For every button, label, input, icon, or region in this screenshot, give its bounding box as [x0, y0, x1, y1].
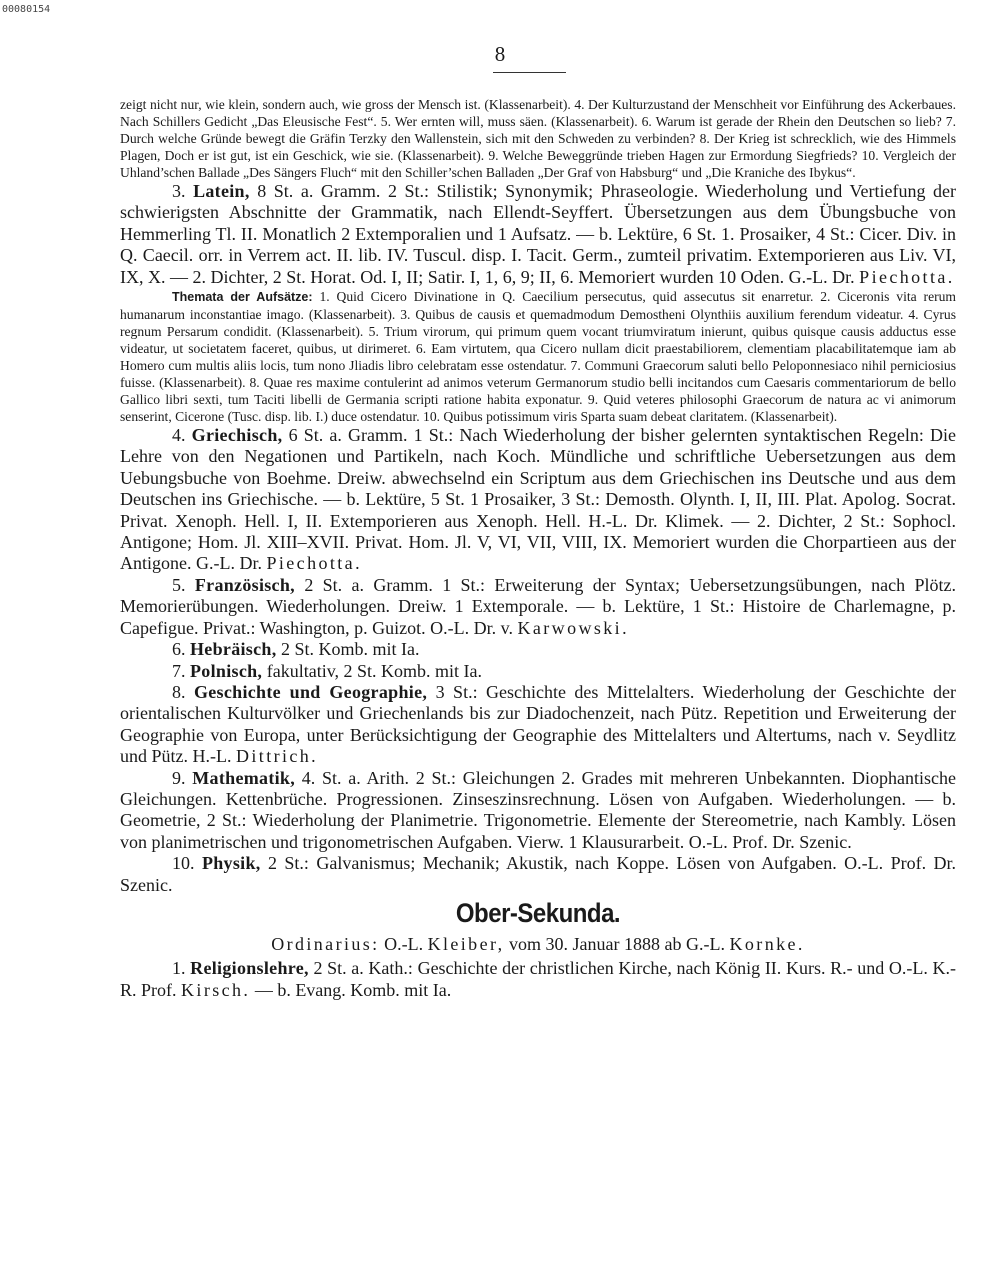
- section-religion: [120, 958, 956, 1001]
- section-text: 8 St. a. Gramm. 2 St.: Stilistik; Synonymik; Phraseologie. Wiederholung und Vertiefung der schwierigsten Abschnitte der Grammatik, nach Ellendt-Seyffert. Übersetzungen aus dem Übungsbuche von Hemmerling Tl. II. Monatlich 2 Extemporalien und 1 Aufsatz. — b. Lektüre, 6 St. 1. Prosaiker, 4 St.: Cicer. Div. in Q. Caecil. orr. in Verrem act. II. lib. IV. Tuscul. disp. I. Tacit. Germ., zumteil privatim. Extemporieren aus Liv. VI, IX, X. — 2. Dichter, 2 St. Horat. Od. I, II; Satir. I, 1, 6, 9; II, 6. Memoriert wurden 10 Oden. G.-L. Dr.: [120, 181, 957, 287]
- section-text: 2 St.: Galvanismus; Mechanik; Akustik, nach Koppe. Lösen von Aufgaben. O.-L. Prof. Dr. Szenic.: [120, 853, 957, 895]
- section-hebraeisch: [120, 639, 956, 660]
- section-latein: [120, 181, 956, 288]
- subject-name: Physik,: [201, 853, 261, 874]
- section-text: 6 St. a. Gramm. 1 St.: Nach Wiederholung der bisher gelernten syntaktischen Regeln: Die Lehre von den Negationen und Partikeln, nach Koch. Mündliche und schriftliche Uebersetzungen aus dem Uebungsbuche von Boehme. Dreiw. abwechselnd ein Scriptum aus dem Griechischen ins Deutsche und aus dem Deutschen ins Griechische. — b. Lektüre, 5 St. 1 Prosaiker, 3 St.: Demosth. Olynth. I, II, III. Plat. Apolog. Socrat. Privat. Xenoph. Hell. I, II. Extemporieren aus Xenoph. Hell. H.-L. Dr. Klimek. — 2. Dichter, 2 St.: Sophocl. Antigone; Hom. Jl. XIII–XVII. Privat. Hom. Jl. V, VI, VII, VIII, IX. Memoriert wurden die Chorpartieen aus der Antigone. G.-L. Dr.: [120, 425, 957, 574]
- teacher-name: Piechotta.: [859, 266, 955, 287]
- item-number: 1.: [172, 958, 186, 979]
- section-text: 4. St. a. Arith. 2 St.: Gleichungen 2. Grades mit mehreren Unbekannten. Diophantische Gleichungen. Kettenbrüche. Progressionen. Zinseszinsrechnung. Lösen von Aufgaben. Wiederholungen. — b. Geometrie, 2 St.: Wiederholung der Planimetrie. Trigonometrie. Elemente der Stereometrie, nach Kambly. Lösen von planimetrischen und trigonometrischen Aufgaben. Vierw. 1 Klausurarbeit. O.-L. Prof. Dr. Szenic.: [120, 767, 957, 852]
- section-franzoesisch: [120, 575, 956, 639]
- section-text: 2 St. a. Gramm. 1 St.: Erweiterung der Syntax; Uebersetzungsübungen, nach Plötz. Memorierübungen. Wiederholungen. Dreiw. 1 Extemporale. — b. Lektüre, 1 St.: Histoire de Charlemagne, p. Capefigue. Privat.: Washington, p. Guizot. O.-L. Dr. v.: [120, 574, 957, 638]
- themata-label: Themata der Aufsätze:: [172, 290, 313, 305]
- section-physik: [120, 853, 956, 896]
- item-number: 7.: [172, 660, 186, 681]
- section-text: fakultativ, 2 St. Komb. mit Ia.: [266, 660, 483, 681]
- item-number: 3.: [172, 181, 186, 201]
- section-text-cont: — b. Evang. Komb. mit Ia.: [254, 979, 452, 1000]
- teacher-name: Piechotta.: [266, 553, 362, 574]
- item-number: 4.: [172, 425, 186, 446]
- german-essay-topics: zeigt nicht nur, wie klein, sondern auch, wie gross der Mensch ist. (Klassenarbeit). 4. Der Kulturzustand der Menschheit vor Einführung des Ackerbaues. Nach Schillers Gedicht „Das Eleusische Fest“. 5. Wer ernten will, muss säen. (Klassenarbeit). 6. Warum ist gerade der Rhein den Deutschen so lieb? 7. Durch welche Gründe bewegt die Gräfin Terzky den Wallenstein, sich mit den Schweden zu verbinden? 8. Der Krieg ist schrecklich, wie des Himmels Plagen, Doch er ist gut, ist ein Geschick, wie sie. (Klassenarbeit). 9. Welche Beweggründe trieben Hagen zur Ermordung Siegfrieds? 10. Vergleich der Uhland’schen Ballade „Des Sängers Fluch“ mit den Schiller’schen Balladen „Der Graf von Habsburg“ und „Die Kraniche des Ibykus“.: [120, 97, 956, 180]
- section-griechisch: [120, 425, 956, 575]
- teacher-name: Kirsch.: [181, 979, 251, 1000]
- ordinarius-label: Ordinarius:: [271, 933, 380, 954]
- subject-name: Griechisch,: [191, 425, 283, 446]
- section-themata: [120, 288, 956, 425]
- teacher-name: Dittrich.: [236, 746, 319, 767]
- ordinarius-name: Kleiber,: [427, 933, 505, 954]
- page-number: 8: [494, 42, 506, 66]
- section-text: 2 St. a. Kath.: Geschichte der christlichen Kirche, nach König II. Kurs. R.- und O.-L. K.-R. Prof.: [120, 958, 957, 1000]
- section-text: 2 St. Komb. mit Ia.: [281, 639, 420, 660]
- subject-name: Hebräisch,: [190, 639, 277, 660]
- item-number: 8.: [172, 681, 186, 702]
- ordinarius-successor: Kornke.: [729, 933, 805, 954]
- section-geschichte: [120, 682, 956, 768]
- page-number-rule: [493, 72, 566, 73]
- item-number: 10.: [172, 853, 195, 874]
- subject-name: Geschichte und Geographie,: [193, 681, 428, 702]
- item-number: 6.: [172, 639, 186, 660]
- teacher-name: Karwowski.: [517, 617, 629, 638]
- scan-id: 00080154: [2, 4, 51, 15]
- section-heading-ober-sekunda: Ober-Sekunda.: [455, 898, 621, 929]
- subject-name: Französisch,: [194, 574, 295, 595]
- themata-text: 1. Quid Cicero Divinatione in Q. Caecilium persecutus, quid assecutus sit enarretur. 2. Ciceronis vita rerum humanarum inconstantiae imago. (Klassenarbeit). 3. Quibus de causis et quemadmodum Demostheni Olynthiis auxilium ferendum videatur. 4. Cyrus regnum Persarum condidit. (Klassenarbeit). 5. Trium virorum, qui primum quem vocant triumviratum inierunt, quibus quisque causis adductus esse videatur, ut societatem faceret, quibus, ut dirimeret. 6. Eam virtutem, qua Cicero nullam dicit praestabiliorem, clementiam placabilitatemque iam ab Homero cum multis aliis locis, tum nono Jliadis libro celebratam esse ostendatur. 7. Communi Graecorum saluti bello Peloponnesiaco nihil perniciosius fuisse. (Klassenarbeit). 8. Quae res maxime contulerint ad animos veterum Germanorum studio belli incitandos cum Caesaris commentariorum de bello Gallico libri sexti, tum Taciti libelli de Germania scripti ratione habita exponatur. 9. Quid veteres philosophi Graecorum de natura ac vi animorum senserint, Cicerone (Tusc. disp. lib. I.) duce ostendatur. 10. Quibus potissimum viris Sparta suam debeat claritatem. (Klassenarbeit).: [120, 289, 957, 425]
- subject-name: Polnisch,: [190, 660, 263, 681]
- ordinarius-line: [120, 934, 956, 955]
- subject-name: Religionslehre,: [190, 958, 309, 979]
- ordinarius-prefix: O.-L.: [384, 933, 424, 954]
- item-number: 5.: [172, 574, 186, 595]
- subject-name: Mathematik,: [192, 767, 296, 788]
- item-number: 9.: [172, 767, 186, 788]
- subject-name: Latein,: [193, 181, 250, 201]
- section-text: 3 St.: Geschichte des Mittelalters. Wiederholung der Geschichte der orientalischen Kulturvölker und Griechenlands bis zur Diadochenzeit, nach Pütz. Repetition und Erweiterung der Geographie von Europa, unter Berücksichtigung der Geographie des Mittelalters und Altertums, nach v. Seydlitz und Pütz. H.-L.: [120, 681, 956, 767]
- section-polnisch: [120, 661, 956, 682]
- ordinarius-mid: vom 30. Januar 1888 ab G.-L.: [509, 933, 725, 954]
- page-body: [120, 96, 956, 1001]
- section-mathematik: [120, 768, 956, 854]
